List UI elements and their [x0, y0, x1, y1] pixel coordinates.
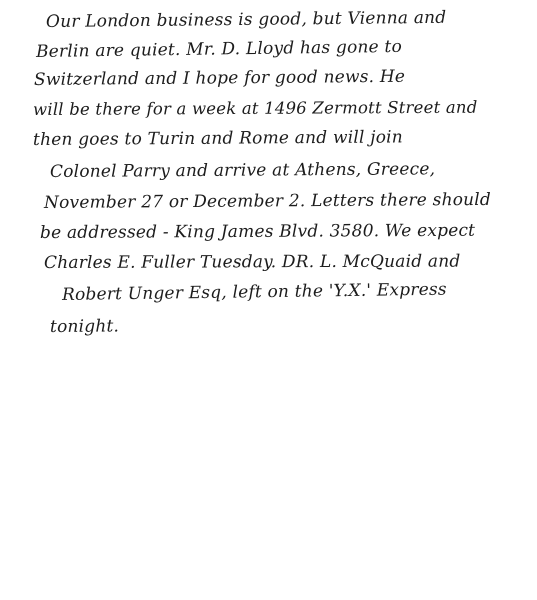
note-line-7: November 27 or December 2. Letters there should [43, 189, 492, 213]
note-line-3: Switzerland and I hope for good news. He [33, 66, 406, 90]
note-line-6: Colonel Parry and arrive at Athens, Greece, [49, 159, 436, 182]
note-line-5: then goes to Turin and Rome and will join [32, 127, 403, 150]
note-line-2: Berlin are quiet. Mr. D. Lloyd has gone to [35, 36, 403, 62]
note-line-8: be addressed - King James Blvd. 3580. We expect [39, 220, 476, 243]
note-line-10: Robert Unger Esq, left on the 'Y.X.' Express [61, 279, 447, 305]
note-line-11: tonight. [49, 316, 120, 337]
note-line-1: Our London business is good, but Vienna and [45, 7, 447, 32]
note-line-4: will be there for a week at 1496 Zermott Street and [32, 97, 478, 119]
note-line-9: Charles E. Fuller Tuesday. DR. L. McQuaid and [43, 251, 461, 273]
